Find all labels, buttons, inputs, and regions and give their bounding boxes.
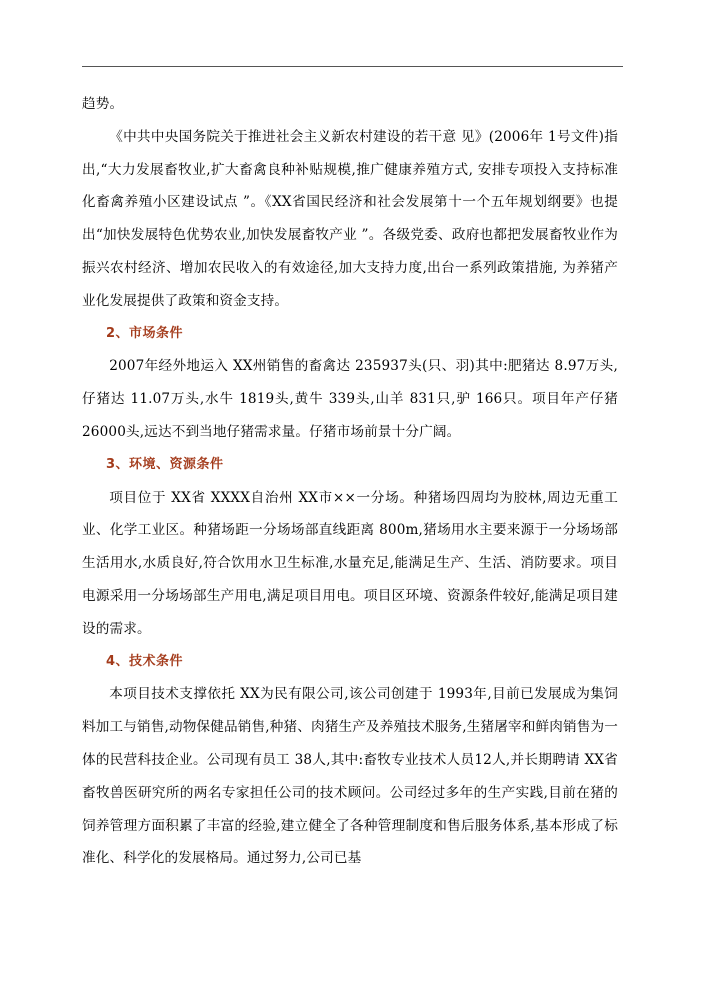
section-heading-market	[82, 318, 618, 351]
section-title: 环境、资源条件	[129, 456, 224, 472]
section-heading-environment	[82, 449, 618, 482]
paragraph-policy: 《中共中央国务院关于推进社会主义新农村建设的若干意 见》(2006年 1号文件)指出,“大力发展畜牧业,扩大畜禽良种补贴规模,推广健康养殖方式, 安排专项投入支持标准化畜禽养殖小区建设试点 ”。《XX省国民经济和社会发展第十一个五年规划纲要》也提出“加快发展特色优势农业,加快发展畜牧产业 ”。各级党委、政府也都把发展畜牧业作为振兴农村经济、增加农民收入的有效途径,加大支持力度,出台一系列政策措施, 为养猪产业化发展提供了政策和资金支持。	[82, 128, 618, 309]
paragraph-continuation: 趋势。	[82, 96, 124, 112]
paragraph-environment: 项目位于 XX省 XXXX自治州 XX市××一分场。种猪场四周均为胶林,周边无重工业、化学工业区。种猪场距一分场场部直线距离 800m,猪场用水主要来源于一分场场部生活用水,水质良好,符合饮用水卫生标准,水量充足,能满足生产、生活、消防要求。项目电源采用一分场场部生产用电,满足项目用电。项目区环境、资源条件较好,能满足项目建设的需求。	[82, 489, 618, 637]
paragraph-market: 2007年经外地运入 XX州销售的畜禽达 235937头(只、羽)其中:肥猪达 8.97万头,仔猪达 11.07万头,水牛 1819头,黄牛 339头,山羊 831只,驴 166只。项目年产仔猪 26000头,远达不到当地仔猪需求量。仔猪市场前景十分广阔。	[82, 358, 618, 440]
section-number: 2、	[106, 325, 130, 341]
section-title: 技术条件	[129, 653, 184, 669]
section-title: 市场条件	[129, 325, 184, 341]
document-body	[82, 88, 618, 875]
header-rule	[82, 66, 623, 67]
section-heading-technology	[82, 646, 618, 679]
paragraph-technology: 本项目技术支撑依托 XX为民有限公司,该公司创建于 1993年,目前已发展成为集饲料加工与销售,动物保健品销售,种猪、肉猪生产及养殖技术服务,生猪屠宰和鲜肉销售为一体的民营科技企业。公司现有员工 38人,其中:畜牧专业技术人员12人,并长期聘请 XX省畜牧兽医研究所的两名专家担任公司的技术顾问。公司经过多年的生产实践,目前在猪的饲养管理方面积累了丰富的经验,建立健全了各种管理制度和售后服务体系,基本形成了标准化、科学化的发展格局。通过努力,公司已基	[82, 686, 618, 867]
section-number: 4、	[106, 653, 130, 669]
section-number: 3、	[106, 456, 130, 472]
